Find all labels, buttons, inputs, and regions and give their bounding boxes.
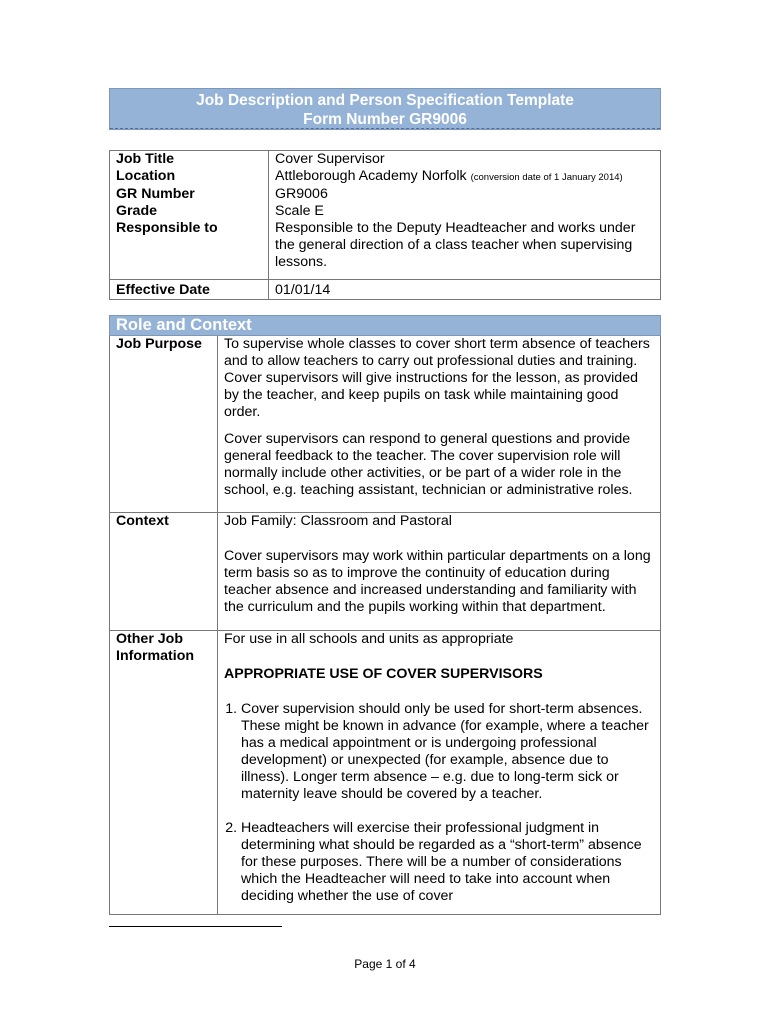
table-row — [110, 168, 661, 186]
role-context-heading: Role and Context — [110, 316, 661, 336]
job-purpose-label: Job Purpose — [110, 336, 218, 513]
form-number: Form Number GR9006 — [303, 111, 467, 128]
page-number: Page 1 of 4 — [354, 957, 416, 971]
document-title: Job Description and Person Specification Template — [196, 92, 574, 109]
table-row — [110, 336, 661, 513]
other-info-paragraph: For use in all schools and units as appropriate — [224, 631, 514, 647]
other-job-info-cell — [218, 631, 661, 915]
role-context-table — [109, 315, 661, 915]
grade-value: Scale E — [269, 203, 661, 220]
table-row — [110, 220, 661, 280]
document-title-banner — [109, 88, 661, 130]
job-title-value: Cover Supervisor — [269, 151, 661, 169]
context-cell — [218, 513, 661, 631]
table-row — [110, 513, 661, 631]
location-cell — [269, 168, 661, 186]
table-row — [110, 151, 661, 169]
cover-supervisors-heading: APPROPRIATE USE OF COVER SUPERVISORS — [224, 666, 543, 682]
job-info-table — [109, 150, 661, 300]
location-note: (conversion date of 1 January 2014) — [470, 172, 623, 183]
responsible-value: Responsible to the Deputy Headteacher and works under the general direction of a class teacher when supervising lessons. — [269, 220, 661, 280]
other-job-info-label: Other Job Information — [110, 631, 218, 915]
effective-date-value: 01/01/14 — [269, 280, 661, 300]
job-purpose-paragraph: Cover supervisors can respond to general questions and provide general feedback to the teacher. The cover supervision role will normally include other activities, or be part of a wider role in the school, e.g. teaching assistant, technician or administrative roles. — [224, 431, 633, 498]
table-row — [110, 203, 661, 220]
context-paragraph: Cover supervisors may work within particular departments on a long term basis so as to improve the continuity of education during teacher absence and increased understanding and familiarity with the curriculum and the pupils working within that department. — [224, 548, 651, 615]
table-row — [110, 631, 661, 915]
location-label: Location — [110, 168, 269, 186]
footnote-divider — [109, 926, 282, 927]
job-purpose-cell — [218, 336, 661, 513]
job-title-label: Job Title — [110, 151, 269, 169]
title-divider — [110, 128, 660, 129]
table-row — [110, 186, 661, 203]
location-value: Attleborough Academy Norfolk — [275, 168, 467, 184]
cover-rules-list — [224, 701, 654, 905]
table-row — [110, 316, 661, 336]
job-purpose-paragraph: To supervise whole classes to cover short term absence of teachers and to allow teachers to carry out professional duties and training. Cover supervisors will give instructions for the lesson, as provided by the teacher, and keep pupils on task while maintaining good order. — [224, 336, 650, 420]
gr-number-label: GR Number — [110, 186, 269, 203]
gr-number-value: GR9006 — [269, 186, 661, 203]
effective-date-label: Effective Date — [110, 280, 269, 300]
grade-label: Grade — [110, 203, 269, 220]
list-item: 2. Headteachers will exercise their professional judgment in determining what should be regarded as a “short-term” absence for these purposes. There will be a number of considerations which the Headteacher will need to take into account when deciding whether the use of cover — [241, 820, 654, 905]
list-item: 1. Cover supervision should only be used for short-term absences. These might be known in advance (for example, where a teacher has a medical appointment or is undergoing professional development) or unexpected (for example, absence due to illness). Longer term absence – e.g. due to long-term sick or maternity leave should be covered by a teacher. — [241, 701, 654, 803]
context-paragraph: Job Family: Classroom and Pastoral — [224, 513, 452, 529]
context-label: Context — [110, 513, 218, 631]
table-row — [110, 280, 661, 300]
responsible-label: Responsible to — [110, 220, 269, 280]
